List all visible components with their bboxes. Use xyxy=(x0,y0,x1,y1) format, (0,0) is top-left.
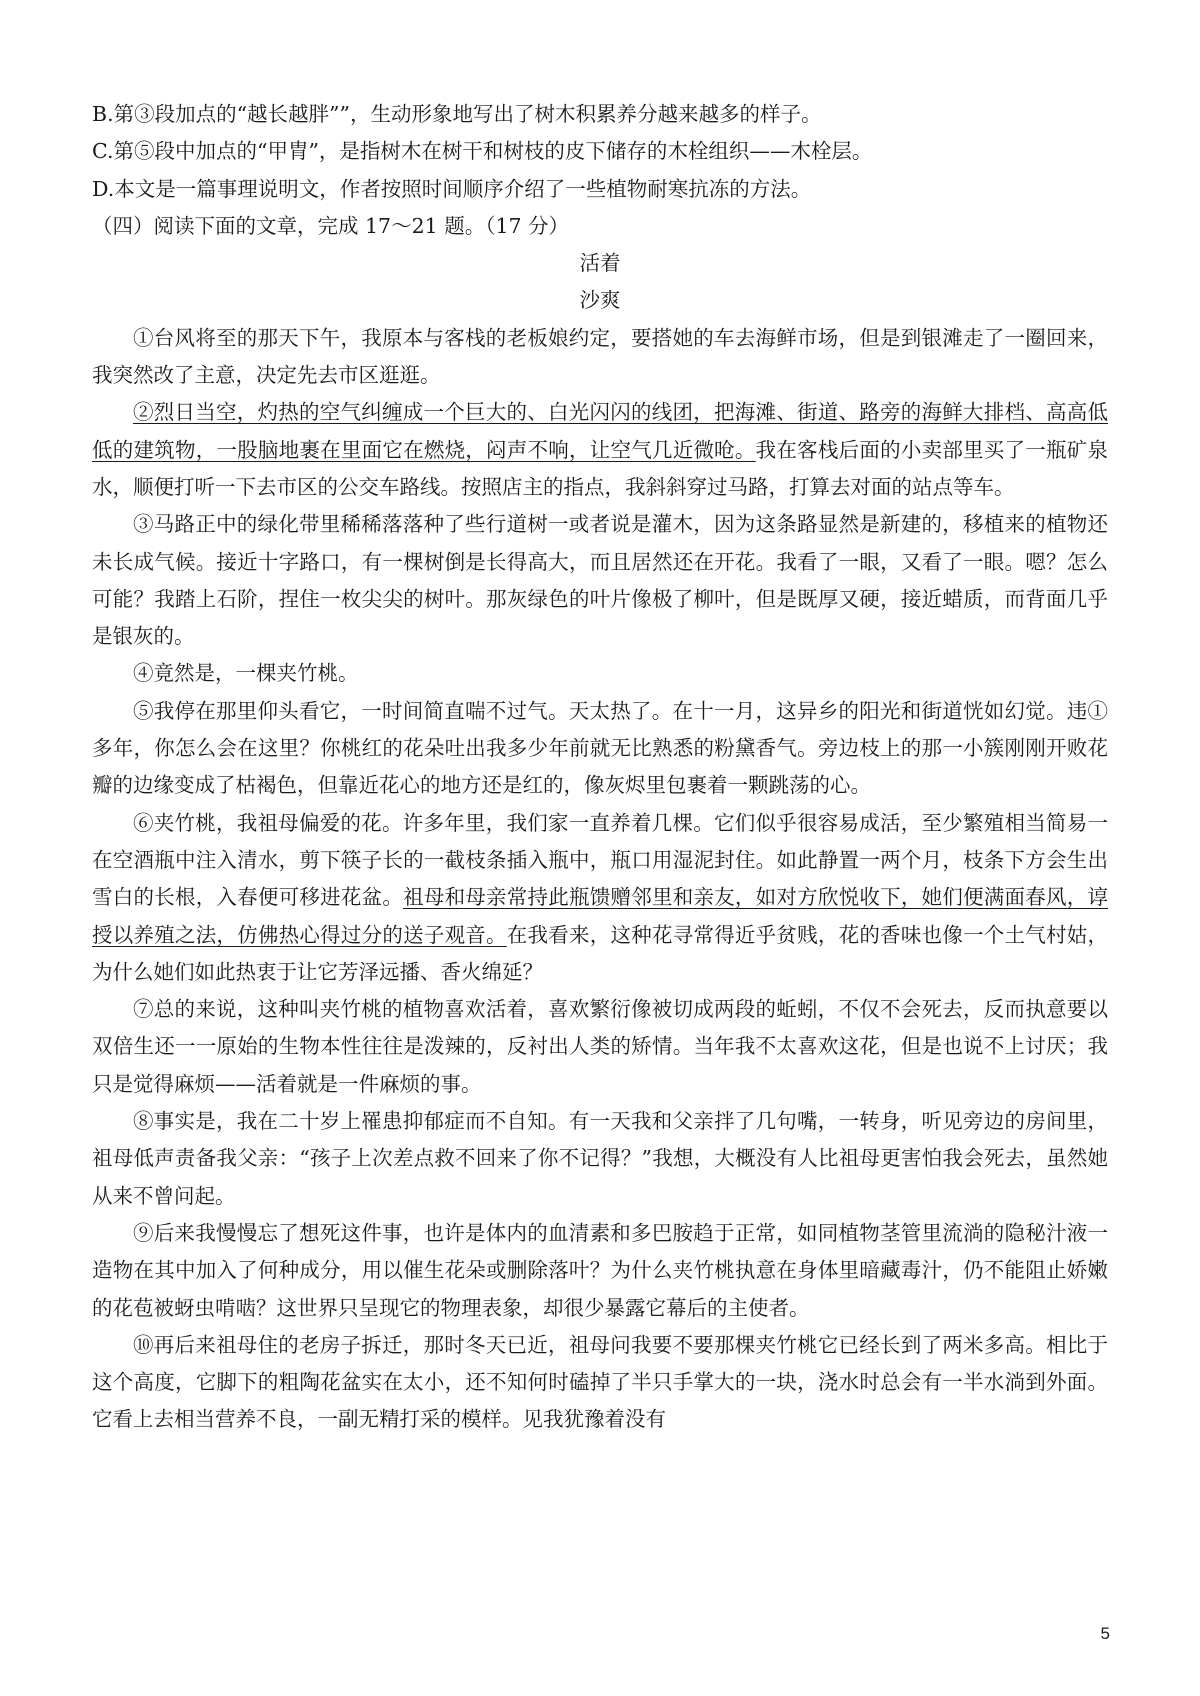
paragraph-6-end: 在我看来，这种花寻常得近乎贫贱，花的香味也像一个土气村姑，为什么她们如此热衷于让它芳泽远播、香火绵延？ xyxy=(92,922,1109,984)
paragraph-6-start: ⑥夹竹桃，我祖母偏爱的花。许多年里，我们家一直养着几棵。它们似乎很容易成活，至少繁殖相当简易一在空酒瓶中注入清水，剪下筷子长的一截枝条插入瓶中，瓶口用湿泥封住。如此静置一两个月，枝条下方会生出雪白的长根，入春便可移进花盆。 xyxy=(92,810,1108,910)
choice-b: B.第③段加点的“越长越胖””，生动形象地写出了树木积累养分越来越多的样子。 xyxy=(92,102,822,126)
paragraph-5: ⑤我停在那里仰头看它，一时间简直喘不过气。天太热了。在十一月，这异乡的阳光和街道恍如幻觉。违①多年，你怎么会在这里？你桃红的花朵吐出我多少年前就无比熟悉的粉黛香气。旁边枝上的那一小簇刚刚开败花瓣的边缘变成了枯褐色，但靠近花心的地方还是红的，像灰烬里包裹着一颗跳荡的心。 xyxy=(92,698,1108,798)
page-number: 5 xyxy=(1100,1624,1110,1643)
paragraph-8: ⑧事实是，我在二十岁上罹患抑郁症而不自知。有一天我和父亲拌了几句嘴，一转身，听见旁边的房间里，祖母低声责备我父亲：“孩子上次差点救不回来了你不记得？”我想，大概没有人比祖母更害怕我会死去，虽然她从来不曾问起。 xyxy=(92,1109,1108,1208)
paragraph-9: ⑨后来我慢慢忘了想死这件事，也许是体内的血清素和多巴胺趋于正常，如同植物茎管里流淌的隐秘汁液一造物在其中加入了何种成分，用以催生花朵或删除落叶？为什么夹竹桃执意在身体里暗藏毒汁，仍不能阻止娇嫩的花苞被蚜虫啃啮？这世界只呈现它的物理表象，却很少暴露它幕后的主使者。 xyxy=(92,1220,1108,1320)
paragraph-2-underlined: ②烈日当空，灼热的空气纠缠成一个巨大的、白光闪闪的线团，把海滩、街道、路旁的海鲜大排档、高高低低的建筑物，一股脑地裹在里面它在燃烧，闷声不响，让空气几近微呛。 xyxy=(92,400,1108,462)
paragraph-4: ④竟然是，一棵夹竹桃。 xyxy=(133,661,359,686)
article-author: 沙爽 xyxy=(579,288,621,313)
choice-c: C.第⑤段中加点的“甲胄”，是指树木在树干和树枝的皮下储存的木栓组织——木栓层。 xyxy=(92,139,873,164)
choice-d: D.本文是一篇事理说明文，作者按照时间顺序介绍了一些植物耐寒抗冻的方法。 xyxy=(92,176,812,201)
section-heading: （四）阅读下面的文章，完成 17～21 题。（17 分） xyxy=(92,213,570,238)
paragraph-2 xyxy=(92,394,1108,506)
paragraph-6-underlined: 祖母和母亲常持此瓶馈赠邻里和亲友，如对方欣悦收下，她们便满面春风，谆授以养殖之法，仿佛热心得过分的送子观音。 xyxy=(92,885,1108,947)
paragraph-7: ⑦总的来说，这种叫夹竹桃的植物喜欢活着，喜欢繁衍像被切成两段的蚯蚓，不仅不会死去，反而执意要以双倍生还一一原始的生物本性往往是泼辣的，反衬出人类的矫情。当年我不太喜欢这花，但是也说不上讨厌；我只是觉得麻烦——活着就是一件麻烦的事。 xyxy=(92,997,1108,1096)
paragraph-3: ③马路正中的绿化带里稀稀落落种了些行道树一或者说是灌木，因为这条路显然是新建的，移植来的植物还未长成气候。接近十字路口，有一棵树倒是长得高大，而且居然还在开花。我看了一眼，又看了一眼。嗯？怎么可能？我踏上石阶，捏住一枚尖尖的树叶。那灰绿色的叶片像极了柳叶，但是既厚又硬，接近蜡质，而背面几乎是银灰的。 xyxy=(92,512,1108,649)
article-title: 活着 xyxy=(579,251,621,276)
paragraph-2-rest: 我在客栈后面的小卖部里买了一瓶矿泉水，顺便打听一下去市区的公交车路线。按照店主的指点，我斜斜穿过马路，打算去对面的站点等车。 xyxy=(92,437,1109,499)
paragraph-10: ⑩再后来祖母住的老房子拆迁，那时冬天已近，祖母问我要不要那棵夹竹桃它已经长到了两米多高。相比于这个高度，它脚下的粗陶花盆实在太小，还不知何时磕掉了半只手掌大的一块，浇水时总会有一半水淌到外面。它看上去相当营养不良，一副无精打采的模样。见我犹豫着没有 xyxy=(92,1332,1108,1432)
page-content xyxy=(92,96,1108,1439)
paragraph-6 xyxy=(92,805,1108,991)
paragraph-1: ①台风将至的那天下午，我原本与客栈的老板娘约定，要搭她的车去海鲜市场，但是到银滩走了一圈回来，我突然改了主意，决定先去市区逛逛。 xyxy=(92,325,1108,388)
